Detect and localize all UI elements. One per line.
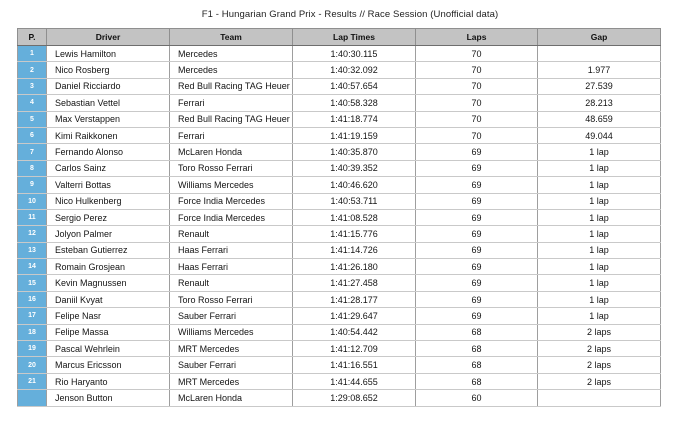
- laps-cell: 70: [416, 111, 538, 127]
- team-cell: Williams Mercedes: [170, 177, 293, 193]
- team-cell: Haas Ferrari: [170, 259, 293, 275]
- position-cell: 4: [18, 95, 47, 111]
- driver-cell: Sebastian Vettel: [47, 95, 170, 111]
- gap-cell: 2 laps: [538, 373, 661, 389]
- team-cell: Ferrari: [170, 127, 293, 143]
- table-row: [18, 177, 661, 193]
- driver-cell: Romain Grosjean: [47, 259, 170, 275]
- driver-cell: Esteban Gutierrez: [47, 242, 170, 258]
- lap-time-cell: 1:40:57.654: [293, 78, 416, 94]
- laps-cell: 60: [416, 390, 538, 406]
- driver-cell: Max Verstappen: [47, 111, 170, 127]
- laps-cell: 68: [416, 341, 538, 357]
- gap-cell: [538, 390, 661, 406]
- header-team: Team: [170, 29, 293, 46]
- position-cell: 10: [18, 193, 47, 209]
- table-row: [18, 144, 661, 160]
- position-cell: 3: [18, 78, 47, 94]
- team-cell: Williams Mercedes: [170, 324, 293, 340]
- header-position: P.: [18, 29, 47, 46]
- driver-cell: Pascal Wehrlein: [47, 341, 170, 357]
- driver-cell: Nico Hulkenberg: [47, 193, 170, 209]
- team-cell: Red Bull Racing TAG Heuer: [170, 111, 293, 127]
- table-row: [18, 341, 661, 357]
- lap-time-cell: 1:41:15.776: [293, 226, 416, 242]
- gap-cell: 2 laps: [538, 357, 661, 373]
- table-row: [18, 373, 661, 389]
- gap-cell: 49.044: [538, 127, 661, 143]
- lap-time-cell: 1:41:29.647: [293, 308, 416, 324]
- driver-cell: Jolyon Palmer: [47, 226, 170, 242]
- team-cell: Force India Mercedes: [170, 193, 293, 209]
- driver-cell: Valterri Bottas: [47, 177, 170, 193]
- gap-cell: 2 laps: [538, 324, 661, 340]
- laps-cell: 69: [416, 209, 538, 225]
- laps-cell: 69: [416, 308, 538, 324]
- laps-cell: 70: [416, 127, 538, 143]
- driver-cell: Carlos Sainz: [47, 160, 170, 176]
- driver-cell: Kevin Magnussen: [47, 275, 170, 291]
- position-cell: 1: [18, 46, 47, 62]
- team-cell: Mercedes: [170, 62, 293, 78]
- lap-time-cell: 1:41:18.774: [293, 111, 416, 127]
- driver-cell: Fernando Alonso: [47, 144, 170, 160]
- team-cell: Renault: [170, 275, 293, 291]
- driver-cell: Felipe Nasr: [47, 308, 170, 324]
- lap-time-cell: 1:41:12.709: [293, 341, 416, 357]
- driver-cell: Marcus Ericsson: [47, 357, 170, 373]
- driver-cell: Jenson Button: [47, 390, 170, 406]
- laps-cell: 68: [416, 324, 538, 340]
- table-row: [18, 127, 661, 143]
- laps-cell: 69: [416, 226, 538, 242]
- position-cell: 2: [18, 62, 47, 78]
- team-cell: Renault: [170, 226, 293, 242]
- position-cell: 11: [18, 209, 47, 225]
- table-row: [18, 226, 661, 242]
- laps-cell: 69: [416, 259, 538, 275]
- table-row: [18, 242, 661, 258]
- table-body: [18, 46, 661, 407]
- laps-cell: 69: [416, 144, 538, 160]
- laps-cell: 69: [416, 177, 538, 193]
- team-cell: Mercedes: [170, 46, 293, 62]
- laps-cell: 70: [416, 46, 538, 62]
- table-row: [18, 275, 661, 291]
- gap-cell: 1 lap: [538, 291, 661, 307]
- laps-cell: 69: [416, 193, 538, 209]
- position-cell: 7: [18, 144, 47, 160]
- gap-cell: 1 lap: [538, 144, 661, 160]
- table-row: [18, 259, 661, 275]
- driver-cell: Sergio Perez: [47, 209, 170, 225]
- lap-time-cell: 1:41:28.177: [293, 291, 416, 307]
- position-cell: [18, 390, 47, 406]
- gap-cell: 1 lap: [538, 275, 661, 291]
- driver-cell: Kimi Raikkonen: [47, 127, 170, 143]
- gap-cell: 48.659: [538, 111, 661, 127]
- position-cell: 18: [18, 324, 47, 340]
- lap-time-cell: 1:41:14.726: [293, 242, 416, 258]
- gap-cell: 1 lap: [538, 160, 661, 176]
- lap-time-cell: 1:40:35.870: [293, 144, 416, 160]
- gap-cell: 1 lap: [538, 226, 661, 242]
- lap-time-cell: 1:41:27.458: [293, 275, 416, 291]
- position-cell: 8: [18, 160, 47, 176]
- table-row: [18, 308, 661, 324]
- team-cell: McLaren Honda: [170, 144, 293, 160]
- position-cell: 6: [18, 127, 47, 143]
- lap-time-cell: 1:40:54.442: [293, 324, 416, 340]
- driver-cell: Rio Haryanto: [47, 373, 170, 389]
- team-cell: Toro Rosso Ferrari: [170, 291, 293, 307]
- team-cell: Sauber Ferrari: [170, 357, 293, 373]
- gap-cell: 1 lap: [538, 177, 661, 193]
- team-cell: Force India Mercedes: [170, 209, 293, 225]
- laps-cell: 69: [416, 291, 538, 307]
- header-gap: Gap: [538, 29, 661, 46]
- position-cell: 21: [18, 373, 47, 389]
- laps-cell: 69: [416, 242, 538, 258]
- lap-time-cell: 1:41:19.159: [293, 127, 416, 143]
- driver-cell: Daniil Kvyat: [47, 291, 170, 307]
- laps-cell: 70: [416, 62, 538, 78]
- position-cell: 19: [18, 341, 47, 357]
- driver-cell: Lewis Hamilton: [47, 46, 170, 62]
- table-row: [18, 160, 661, 176]
- header-driver: Driver: [47, 29, 170, 46]
- position-cell: 16: [18, 291, 47, 307]
- lap-time-cell: 1:41:26.180: [293, 259, 416, 275]
- team-cell: Haas Ferrari: [170, 242, 293, 258]
- laps-cell: 69: [416, 275, 538, 291]
- table-row: [18, 95, 661, 111]
- lap-time-cell: 1:29:08.652: [293, 390, 416, 406]
- position-cell: 13: [18, 242, 47, 258]
- gap-cell: 1 lap: [538, 242, 661, 258]
- laps-cell: 68: [416, 357, 538, 373]
- team-cell: MRT Mercedes: [170, 341, 293, 357]
- team-cell: Toro Rosso Ferrari: [170, 160, 293, 176]
- page-title: F1 - Hungarian Grand Prix - Results // Race Session (Unofficial data): [201, 9, 499, 20]
- laps-cell: 70: [416, 95, 538, 111]
- lap-time-cell: 1:40:32.092: [293, 62, 416, 78]
- table-header: [18, 29, 661, 46]
- position-cell: 9: [18, 177, 47, 193]
- gap-cell: 1.977: [538, 62, 661, 78]
- team-cell: Sauber Ferrari: [170, 308, 293, 324]
- position-cell: 17: [18, 308, 47, 324]
- table-row: [18, 357, 661, 373]
- team-cell: MRT Mercedes: [170, 373, 293, 389]
- team-cell: Ferrari: [170, 95, 293, 111]
- table-row: [18, 62, 661, 78]
- laps-cell: 70: [416, 78, 538, 94]
- table-row: [18, 324, 661, 340]
- gap-cell: [538, 46, 661, 62]
- gap-cell: 27.539: [538, 78, 661, 94]
- header-lap-times: Lap Times: [293, 29, 416, 46]
- lap-time-cell: 1:40:30.115: [293, 46, 416, 62]
- position-cell: 15: [18, 275, 47, 291]
- lap-time-cell: 1:41:16.551: [293, 357, 416, 373]
- table-row: [18, 209, 661, 225]
- table-row: [18, 193, 661, 209]
- driver-cell: Daniel Ricciardo: [47, 78, 170, 94]
- gap-cell: 1 lap: [538, 193, 661, 209]
- gap-cell: 1 lap: [538, 209, 661, 225]
- lap-time-cell: 1:40:58.328: [293, 95, 416, 111]
- gap-cell: 1 lap: [538, 308, 661, 324]
- results-table: [17, 28, 661, 407]
- table-row: [18, 291, 661, 307]
- lap-time-cell: 1:40:53.711: [293, 193, 416, 209]
- header-laps: Laps: [416, 29, 538, 46]
- table-row: [18, 78, 661, 94]
- gap-cell: 28.213: [538, 95, 661, 111]
- team-cell: McLaren Honda: [170, 390, 293, 406]
- position-cell: 12: [18, 226, 47, 242]
- table-row: [18, 111, 661, 127]
- team-cell: Red Bull Racing TAG Heuer: [170, 78, 293, 94]
- lap-time-cell: 1:41:08.528: [293, 209, 416, 225]
- lap-time-cell: 1:40:46.620: [293, 177, 416, 193]
- position-cell: 5: [18, 111, 47, 127]
- table-row: [18, 390, 661, 406]
- gap-cell: 2 laps: [538, 341, 661, 357]
- gap-cell: 1 lap: [538, 259, 661, 275]
- lap-time-cell: 1:40:39.352: [293, 160, 416, 176]
- driver-cell: Nico Rosberg: [47, 62, 170, 78]
- position-cell: 20: [18, 357, 47, 373]
- laps-cell: 68: [416, 373, 538, 389]
- driver-cell: Felipe Massa: [47, 324, 170, 340]
- header-row: [18, 29, 661, 46]
- table-row: [18, 46, 661, 62]
- lap-time-cell: 1:41:44.655: [293, 373, 416, 389]
- laps-cell: 69: [416, 160, 538, 176]
- position-cell: 14: [18, 259, 47, 275]
